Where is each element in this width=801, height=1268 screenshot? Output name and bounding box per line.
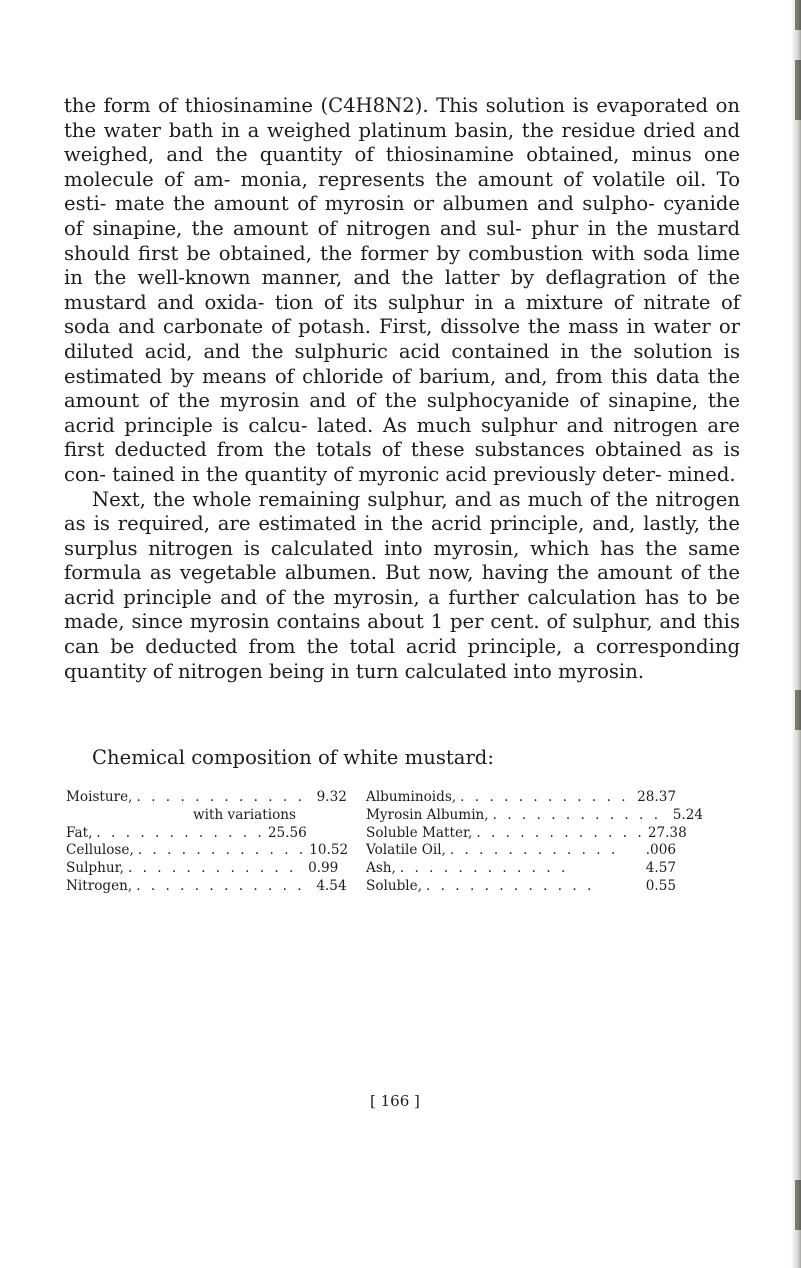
table-row: [66, 877, 347, 896]
row-value: 25.56: [267, 824, 307, 841]
page-number: [ 166 ]: [370, 1092, 420, 1110]
row-value: 10.52: [309, 842, 349, 859]
row-label: Sulphur,: [66, 860, 124, 877]
paragraph-2: Next, the whole remaining sulphur, and as much of the nitrogen as is required, are estimated in the acrid principle, and, lastly, the surplus nitrogen is calculated into myrosin, which has the same formula as vegetable albumen. But now, having the amount of the acrid principle and of the myrosin, a further calculation has to be made, since myrosin contains about 1 per cent. of sulphur, and this can be deducted from the total acrid principle, a corresponding quantity of nitrogen being in turn calculated into myrosin.: [64, 487, 740, 683]
table-row: [366, 842, 676, 860]
composition-table-right: [366, 789, 704, 896]
row-label: Volatile Oil,: [366, 842, 446, 859]
leader-dots: . . . . . . . . . . . .: [136, 877, 305, 894]
row-label: Fat,: [66, 824, 93, 841]
leader-dots: . . . . . . . . . . . .: [476, 824, 645, 841]
leader-dots: . . . . . . . . . . . .: [492, 806, 662, 823]
leader-dots: . . . . . . . . . . . .: [96, 824, 265, 841]
row-label: Soluble,: [366, 877, 423, 894]
leader-dots: . . . . . . . . . . . .: [460, 789, 629, 805]
table-row: [66, 824, 307, 843]
page-edge-shadow: [791, 0, 801, 1268]
page-edge-mark: [795, 690, 801, 730]
row-label: Myrosin Albumin,: [366, 806, 489, 823]
table-row: [366, 824, 687, 843]
row-label: Ash,: [366, 860, 396, 877]
row-label: Nitrogen,: [66, 877, 133, 894]
page-edge-mark: [795, 60, 801, 120]
row-value: 0.55: [645, 877, 676, 894]
row-value: 28.37: [637, 789, 676, 805]
row-value: 4.57: [645, 860, 676, 877]
composition-table-left: [66, 789, 349, 896]
row-value: 0.99: [308, 860, 339, 877]
table-row: [366, 806, 704, 825]
row-value: 27.38: [647, 824, 687, 841]
row-label: Albuminoids,: [366, 789, 457, 805]
table-row: [66, 789, 347, 807]
table-row: [66, 842, 349, 860]
variation-note: with variations: [193, 806, 296, 823]
row-value: 4.54: [316, 877, 347, 894]
row-value: 5.24: [672, 806, 704, 823]
row-value: 9.32: [316, 789, 347, 805]
table-row: [366, 878, 676, 896]
row-label: Soluble Matter,: [366, 824, 473, 841]
page-edge-mark: [795, 0, 801, 30]
row-label: Cellulose,: [66, 842, 134, 859]
table-heading: Chemical composition of white mustard:: [92, 746, 494, 769]
table-row: [66, 860, 339, 878]
page-edge-mark: [795, 1180, 801, 1230]
leader-dots: . . . . . . . . . . . .: [399, 860, 569, 877]
leader-dots: . . . . . . . . . . . .: [426, 877, 595, 894]
leader-dots: . . . . . . . . . . . .: [137, 842, 307, 859]
table-row: [366, 860, 676, 878]
row-value: .006: [645, 842, 676, 859]
leader-dots: . . . . . . . . . . . .: [449, 842, 619, 859]
table-row: [366, 789, 676, 807]
leader-dots: . . . . . . . . . . . .: [136, 789, 305, 805]
row-label: Moisture,: [66, 789, 133, 805]
leader-dots: . . . . . . . . . . . .: [127, 860, 297, 877]
paragraph-1: the form of thiosinamine (C4H8N2). This solution is evaporated on the water bath in a weighed platinum basin, the residue dried and weighed, and the quantity of thiosinamine obtained, minus one molecule of am- monia, represents the amount of volatile oil. To esti- mate the amount of myrosin or albumen and sulpho- cyanide of sinapine, the amount of nitrogen and sul- phur in the mustard should first be obtained, the former by combustion with soda lime in the well-known manner, and the latter by deflagration of the mustard and oxida- tion of its sulphur in a mixture of nitrate of soda and carbonate of potash. First, dissolve the mass in water or diluted acid, and the sulphuric acid contained in the solution is estimated by means of chloride of barium, and, from this data the amount of the myrosin and of the sulphocyanide of sinapine, the acrid principle is calcu- lated. As much sulphur and nitrogen are first deducted from the totals of these substances obtained as is con- tained in the quantity of myronic acid previously deter- mined.: [64, 94, 740, 486]
body-text: [64, 94, 740, 684]
